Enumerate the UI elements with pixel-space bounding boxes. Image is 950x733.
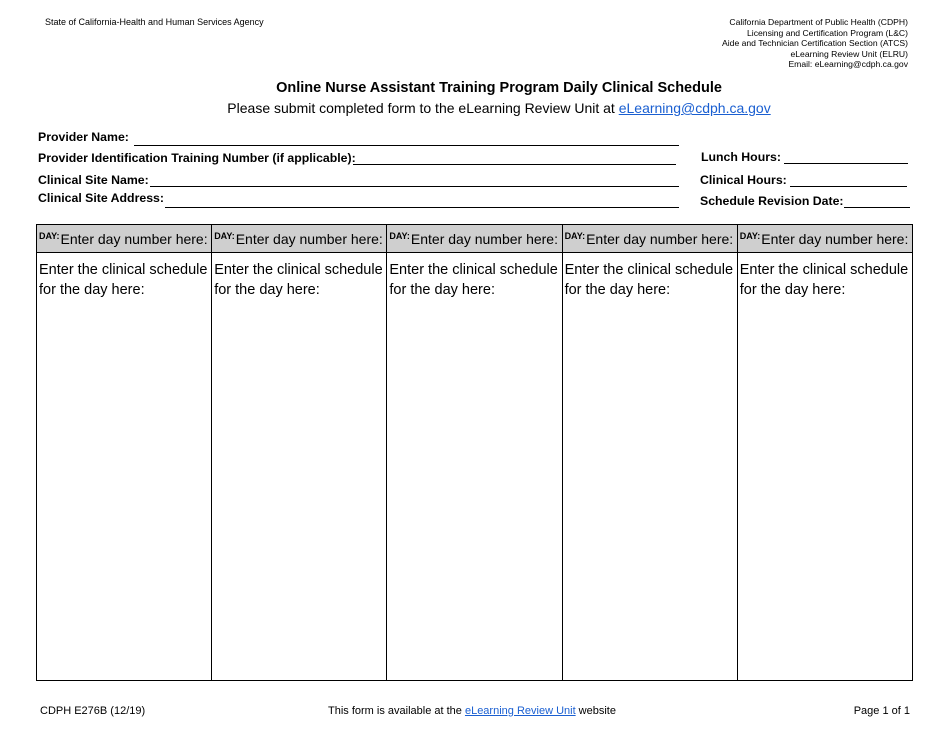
lunch-hours-field[interactable] — [784, 163, 908, 164]
department-block — [722, 17, 908, 70]
clinical-site-name-label: Clinical Site Name: — [38, 173, 149, 187]
day-number-input[interactable]: Enter day number here: — [60, 230, 208, 247]
day-label: DAY: — [39, 230, 60, 241]
form-title: Online Nurse Assistant Training Program Daily Clinical Schedule — [276, 80, 722, 96]
schedule-cell[interactable]: Enter the clinical schedule for the day here: — [387, 253, 562, 681]
day-label: DAY: — [564, 230, 586, 241]
elearning-review-unit-link[interactable]: eLearning Review Unit — [464, 705, 576, 717]
agency-name: State of California-Health and Human Services Agency — [45, 17, 264, 27]
day-number-input[interactable]: Enter day number here: — [761, 230, 909, 247]
clinical-site-address-field[interactable] — [165, 207, 679, 208]
availability-text: This form is available at the — [328, 705, 465, 717]
day-number-input[interactable]: Enter day number here: — [410, 230, 558, 247]
schedule-cell[interactable]: Enter the clinical schedule for the day here: — [37, 253, 212, 681]
provider-name-label: Provider Name: — [38, 130, 129, 144]
clinical-hours-field[interactable] — [790, 186, 907, 187]
clinical-site-name-field[interactable] — [150, 186, 679, 187]
day-label: DAY: — [214, 230, 235, 241]
day-header-cell[interactable] — [387, 225, 562, 253]
subtitle-text: Please submit completed form to the eLearning Review Unit at — [227, 100, 619, 116]
day-header-cell[interactable] — [562, 225, 737, 253]
clinical-schedule-table — [36, 224, 913, 681]
clinical-site-address-label: Clinical Site Address: — [38, 191, 164, 205]
form-subtitle — [0, 100, 950, 116]
day-header-cell[interactable] — [737, 225, 912, 253]
page-number: Page 1 of 1 — [853, 705, 910, 717]
day-header-cell[interactable] — [37, 225, 212, 253]
day-header-cell[interactable] — [212, 225, 387, 253]
day-number-input[interactable]: Enter day number here: — [586, 230, 734, 247]
provider-name-field[interactable] — [134, 145, 679, 146]
dept-line: Licensing and Certification Program (L&C) — [747, 27, 908, 38]
dept-line: Aide and Technician Certification Section (ATCS) — [722, 38, 908, 49]
availability-note — [0, 705, 944, 717]
clinical-hours-label: Clinical Hours: — [700, 173, 787, 187]
provider-id-field[interactable] — [353, 164, 676, 165]
schedule-row — [37, 253, 913, 681]
schedule-cell[interactable]: Enter the clinical schedule for the day here: — [737, 253, 912, 681]
day-number-input[interactable]: Enter day number here: — [235, 230, 383, 247]
day-label: DAY: — [389, 230, 410, 241]
form-id: CDPH E276B (12/19) — [40, 705, 146, 717]
dept-line: California Department of Public Health (CDPH) — [729, 17, 908, 27]
availability-suffix: website — [575, 705, 616, 717]
schedule-cell[interactable]: Enter the clinical schedule for the day here: — [212, 253, 387, 681]
dept-line: eLearning Review Unit (ELRU) — [790, 48, 908, 59]
schedule-cell[interactable]: Enter the clinical schedule for the day here: — [562, 253, 737, 681]
dept-line: Email: eLearning@cdph.ca.gov — [788, 59, 908, 70]
schedule-revision-date-field[interactable] — [844, 207, 910, 208]
provider-id-label: Provider Identification Training Number (if applicable): — [38, 151, 356, 165]
schedule-revision-date-label: Schedule Revision Date: — [700, 194, 844, 208]
lunch-hours-label: Lunch Hours: — [701, 150, 781, 164]
day-header-row — [37, 225, 913, 253]
email-link[interactable]: eLearning@cdph.ca.gov — [618, 100, 771, 116]
day-label: DAY: — [739, 230, 761, 241]
